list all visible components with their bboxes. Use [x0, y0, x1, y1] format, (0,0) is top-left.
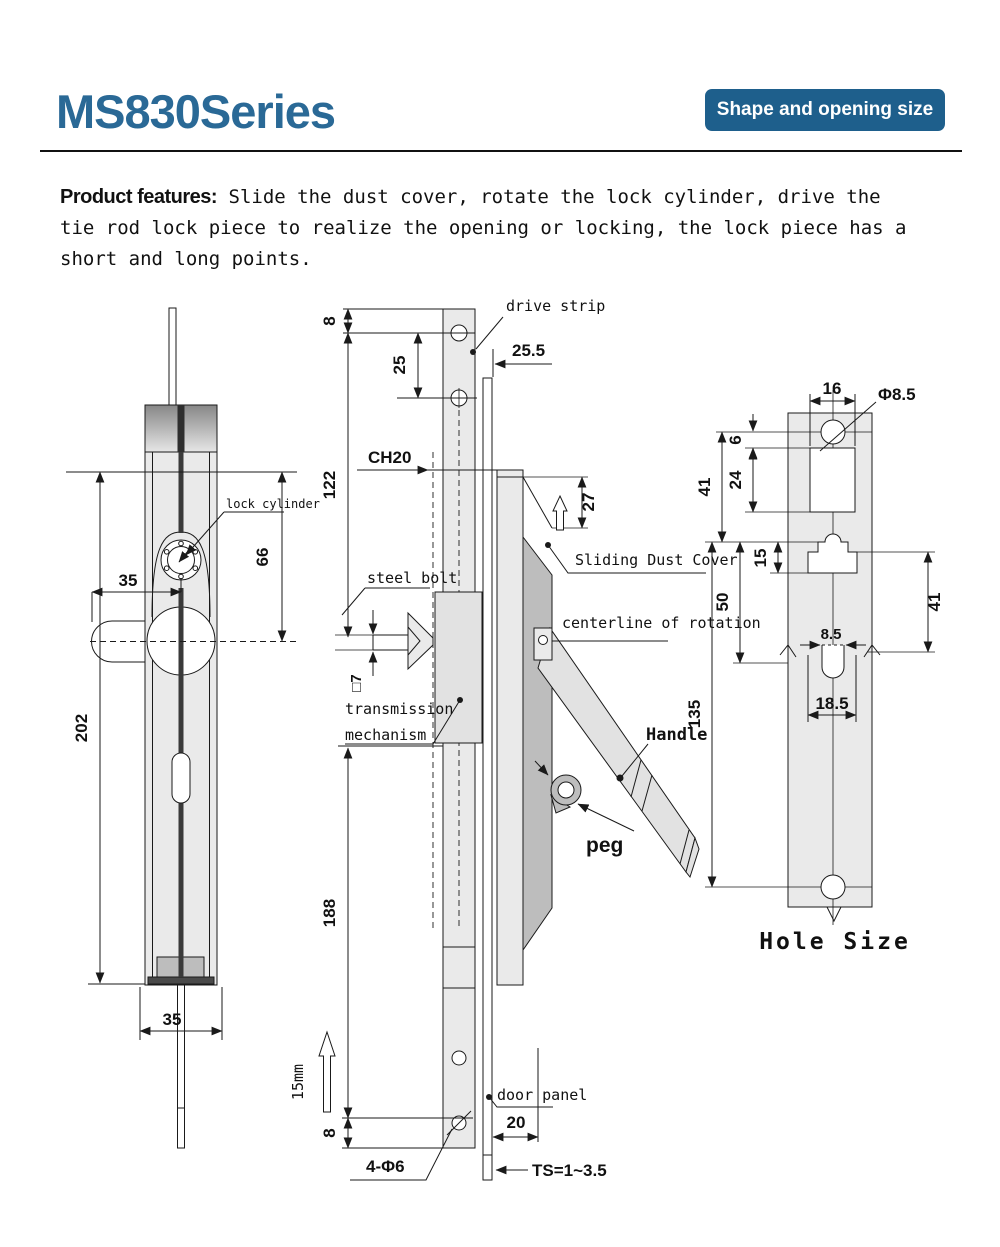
- sliding-dust-cover: [523, 537, 552, 950]
- side-view: [289, 297, 761, 1180]
- label-transmission-2: mechanism: [345, 726, 427, 744]
- cover-back-plate: [497, 470, 523, 985]
- dim-hole-dia: Φ8.5: [878, 385, 916, 404]
- dim-lower-len: 188: [320, 898, 339, 928]
- features-text: Slide the dust cover, rotate the lock cylinder, drive the tie rod lock piece to realize the opening or locking, the lock piece has a short and long points.: [60, 186, 907, 270]
- dim-bolt-square: □7: [348, 674, 365, 692]
- label-dust-cover: Sliding Dust Cover: [575, 551, 738, 569]
- bottom-hole: [821, 875, 845, 899]
- section-badge: Shape and opening size: [705, 89, 945, 131]
- rod-slot: [172, 753, 190, 803]
- dim-cylinder-span: 66: [253, 547, 272, 567]
- dim-height: 202: [72, 713, 91, 743]
- notch-mark: [827, 907, 841, 921]
- dim-cover-height: 27: [579, 492, 598, 512]
- dim-span-right: 41: [925, 592, 944, 612]
- slot-cutout: [822, 645, 844, 678]
- hole-size-title: Hole Size: [759, 929, 911, 955]
- dim-notch-width: 18.5: [815, 694, 849, 713]
- label-handle: Handle: [646, 725, 708, 745]
- front-view: [66, 308, 320, 1148]
- dim-width-bottom: 35: [162, 1010, 182, 1029]
- label-steel-bolt: steel bolt: [367, 569, 458, 587]
- label-travel: 15mm: [289, 1063, 307, 1101]
- dim-span-mid: 50: [713, 592, 732, 612]
- travel-arrow-icon: [319, 1032, 335, 1112]
- label-ts: TS=1~3.5: [532, 1161, 607, 1180]
- dim-cutout-width: 16: [822, 379, 842, 398]
- dim-hole-pitch: 25: [390, 355, 409, 375]
- dim-hole-offset: 6: [726, 435, 745, 445]
- dim-slot-width: 8.5: [820, 626, 842, 643]
- dim-notch-depth: 15: [751, 548, 770, 568]
- dim-upper-len: 122: [320, 470, 339, 500]
- dim-top-gap: 8: [320, 316, 339, 326]
- label-centerline: centerline of rotation: [562, 614, 761, 632]
- dim-total: 135: [685, 699, 704, 729]
- transmission-mechanism: [435, 592, 482, 743]
- label-drive-strip: drive strip: [506, 297, 606, 315]
- label-transmission-1: transmission: [345, 700, 454, 718]
- label-peg: peg: [586, 834, 624, 857]
- dim-span-upper: 41: [695, 477, 714, 497]
- pivot-axis: [539, 636, 548, 645]
- label-ch20: CH20: [368, 448, 412, 467]
- dim-width-top: 35: [118, 571, 138, 590]
- door-panel: [483, 378, 492, 1180]
- label-door-panel: door panel: [497, 1086, 588, 1104]
- rect-cutout: [810, 448, 855, 512]
- dim-cutout-height: 24: [726, 470, 745, 490]
- up-arrow-icon: [553, 496, 567, 530]
- label-lock-cylinder: lock cylinder: [226, 497, 320, 511]
- page-title: MS830Series: [56, 85, 336, 138]
- strip-hole: [452, 1051, 466, 1065]
- hole-size-view: [685, 379, 944, 955]
- label-holes: 4-Φ6: [366, 1157, 405, 1176]
- dim-offset: 25.5: [512, 341, 546, 360]
- features-label: Product features:: [60, 186, 218, 208]
- dim-panel-gap: 20: [506, 1113, 526, 1132]
- dim-bottom-gap: 8: [320, 1128, 339, 1138]
- tie-rod-top: [169, 308, 176, 407]
